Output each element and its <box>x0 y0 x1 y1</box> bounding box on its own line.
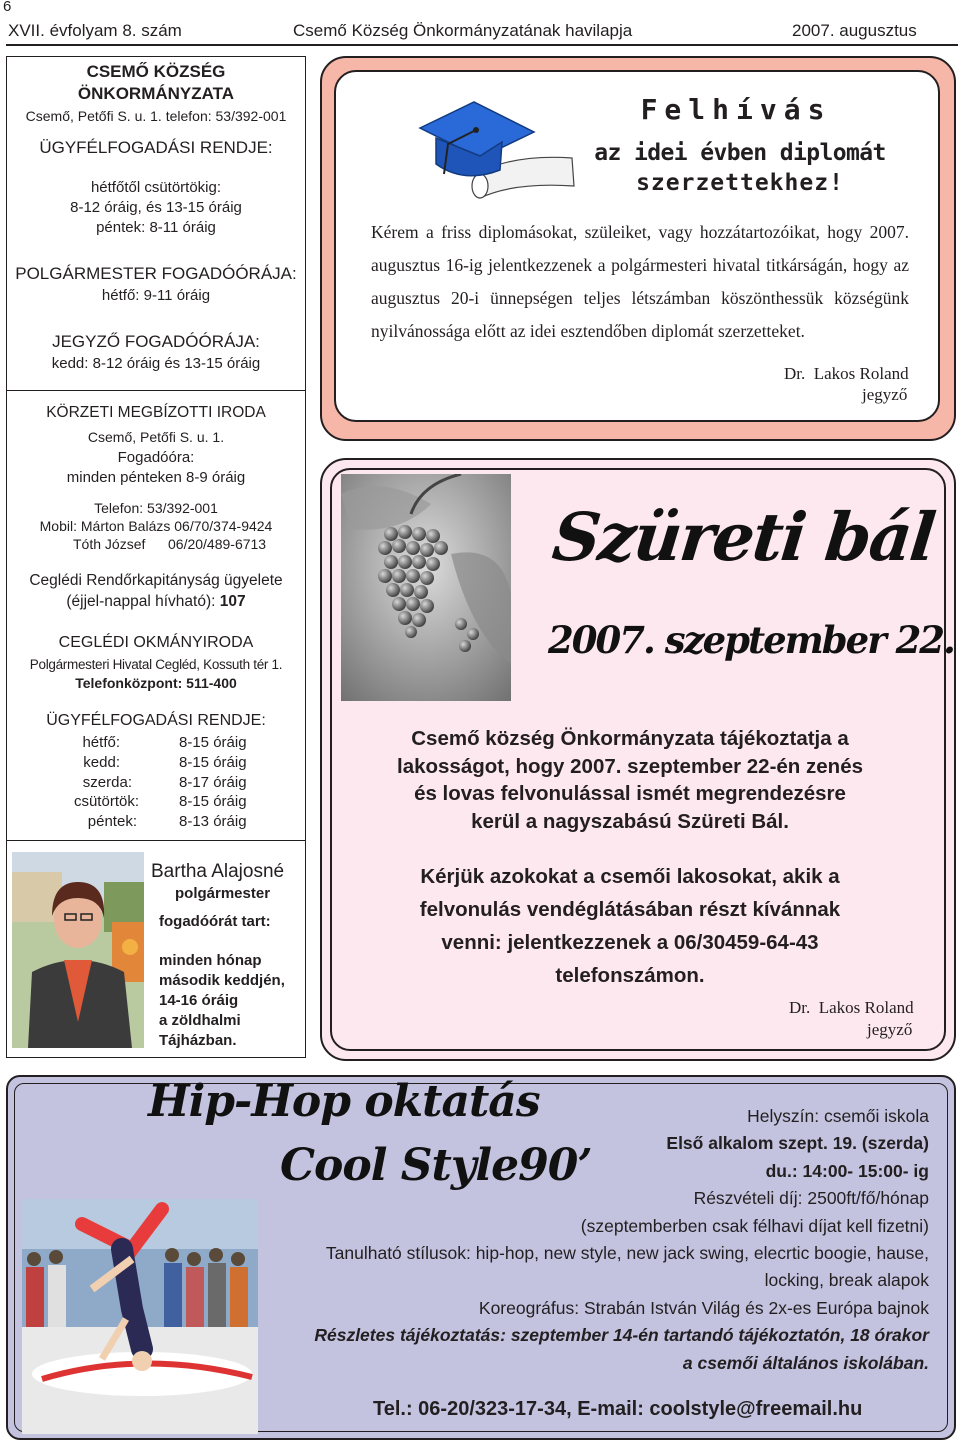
hiphop-title-2: Cool Style90’ <box>280 1140 592 1191</box>
fogado-time: minden pénteken 8-9 óráig <box>66 469 246 486</box>
felhivas-title: Felhívás <box>640 93 832 126</box>
schedule-row <box>6 753 306 773</box>
mayor-name: Bartha Alajosné <box>151 861 285 882</box>
schedule-day: kedd: <box>83 753 120 771</box>
hiphop-first-session: Első alkalom szept. 19. (szerda) <box>666 1133 929 1154</box>
hiphop-fee-note: (szeptemberben csak félhavi díjat kell fizetni) <box>580 1215 929 1236</box>
hiphop-contact: Tel.: 06-20/323-17-34, E-mail: coolstyle@freemail.hu <box>373 1398 863 1420</box>
graduation-cap-icon <box>384 94 578 200</box>
schedule-time: 8-15 óráig <box>179 734 247 751</box>
mayor-line-1: minden hónap <box>159 952 262 969</box>
schedule-time: 8-17 óráig <box>179 773 247 791</box>
mayor-line-3: 14-16 óráig <box>159 992 239 1009</box>
rendor-number: 107 <box>219 593 246 610</box>
felhivas-subtitle-1: az idei évben diplomát <box>594 140 886 166</box>
szureti-request-1: Kérjük azokokat a csemői lakosokat, akik a <box>420 865 840 888</box>
felhivas-subtitle-2: szerzettekhez! <box>636 170 844 196</box>
hiphop-fee: Részvételi díj: 2500ft/fő/hónap <box>693 1188 929 1209</box>
office-title-1: CSEMŐ KÖZSÉG <box>86 62 226 81</box>
szureti-request-3: venni: jelentkezzenek a 06/30459-64-43 <box>441 931 819 954</box>
schedule-row <box>6 812 306 832</box>
jegyzo-time: kedd: 8-12 óráig és 13-15 óráig <box>51 355 261 372</box>
ugyf-line-1: hétfőtől csütörtökig: <box>90 179 222 196</box>
hiphop-choreographer: Koreográfus: Strabán István Világ és 2x-es Európa bajnok <box>478 1297 929 1318</box>
polg-heading: POLGÁRMESTER FOGADÓÓRÁJA: <box>15 264 297 283</box>
schedule-row <box>6 773 306 793</box>
issue-label: XVII. évfolyam 8. szám <box>8 21 182 40</box>
mayor-line-4: a zöldhalmi <box>159 1012 241 1029</box>
szureti-request-4: telefonszámon. <box>555 964 705 987</box>
szureti-signature-title: jegyző <box>867 1020 913 1039</box>
szureti-info-3: és lovas felvonulással ismét megrendezésre <box>414 782 846 805</box>
szureti-title: Szüreti bál <box>548 498 938 576</box>
paper-title: Csemő Község Önkormányzatának havilapja <box>293 21 633 40</box>
schedule-row <box>6 733 306 753</box>
grapes-photo <box>341 474 511 701</box>
schedule-time: 8-15 óráig <box>179 793 247 811</box>
schedule-list <box>6 733 306 832</box>
toth-name: Tóth József <box>73 536 146 552</box>
toth-phone: 06/20/489-6713 <box>168 536 267 552</box>
schedule-time: 8-13 óráig <box>179 813 247 831</box>
szureti-info-1: Csemő község Önkormányzata tájékoztatja a <box>411 727 849 750</box>
ugyf-line-2: 8-12 óráig, és 13-15 óráig <box>70 199 242 216</box>
mayor-line-5: Tájházban. <box>159 1032 237 1049</box>
breakdance-photo <box>22 1199 258 1434</box>
felhivas-signature-title: jegyző <box>862 385 908 404</box>
hiphop-title: Hip-Hop oktatás <box>148 1076 540 1127</box>
jegyzo-heading: JEGYZŐ FOGADÓÓRÁJA: <box>52 332 260 351</box>
korzeti-address: Csemő, Petőfi S. u. 1. <box>87 429 225 445</box>
szureti-info-4: kerül a nagyszabású Szüreti Bál. <box>471 809 789 833</box>
hiphop-styles-2: locking, break alapok <box>764 1270 929 1291</box>
schedule-time: 8-15 óráig <box>179 753 247 771</box>
mayor-line-2: második keddjén, <box>159 972 285 989</box>
okm-heading: CEGLÉDI OKMÁNYIRODA <box>58 634 254 651</box>
fogado-label: Fogadóóra: <box>117 449 195 466</box>
okm-ugyf-heading: ÜGYFÉLFOGADÁSI RENDJE: <box>46 712 266 729</box>
mobil: Mobil: Márton Balázs 06/70/374-9424 <box>39 518 273 534</box>
header-rule <box>6 44 958 46</box>
szureti-info-2: lakosságot, hogy 2007. szeptember 22-én zenés <box>397 754 863 778</box>
ugyf-heading: ÜGYFÉLFOGADÁSI RENDJE: <box>39 138 273 157</box>
rendor-line-2 <box>6 592 306 612</box>
szureti-date: 2007. szeptember 22. <box>548 618 954 662</box>
okm-address: Polgármesteri Hivatal Cegléd, Kossuth tér 1. <box>29 657 283 672</box>
schedule-row <box>6 792 306 812</box>
telefon: Telefon: 53/392-001 <box>94 500 218 516</box>
hiphop-info-session: Részletes tájékoztatás: szeptember 14-én tartandó tájékoztatón, 18 órakor <box>314 1325 929 1346</box>
office-title-2: ÖNKORMÁNYZATA <box>77 84 235 103</box>
mayor-photo <box>12 852 144 1048</box>
hiphop-location: Helyszín: csemői iskola <box>747 1106 929 1126</box>
mayor-title: polgármester <box>175 885 271 902</box>
schedule-day: szerda: <box>82 773 132 791</box>
szureti-signature: Dr. Lakos Roland <box>789 998 914 1017</box>
rendor-line-1: Ceglédi Rendőrkapitányság ügyelete <box>29 572 283 589</box>
felhivas-signature: Dr. Lakos Roland <box>784 364 909 383</box>
hiphop-styles: Tanulható stílusok: hip-hop, new style, new jack swing, elecrtic boogie, hause, <box>325 1243 929 1263</box>
szureti-request-2: felvonulás vendéglátásában részt kívánnak <box>419 898 841 921</box>
schedule-day: hétfő: <box>82 734 120 751</box>
hiphop-time: du.: 14:00- 15:00- ig <box>765 1160 929 1181</box>
hiphop-info-location: a csemői általános iskolában. <box>682 1352 929 1373</box>
polg-time: hétfő: 9-11 óráig <box>101 287 211 304</box>
schedule-day: csütörtök: <box>73 793 139 811</box>
page-number: 6 <box>3 0 12 15</box>
issue-date: 2007. augusztus <box>792 21 917 40</box>
ugyf-line-3: péntek: 8-11 óráig <box>96 219 216 236</box>
okm-phone: Telefonközpont: 511-400 <box>75 675 237 691</box>
felhivas-body: Kérem a friss diplomásokat, szüleiket, vagy hozzátartozóikat, hogy 2007. augusztus 16-ig jelentkezzenek a polgármesteri hivatal titkárságán, hogy az augusztus 20-i ünnepségen teljes létszámban köszönthessük községünk nyilvánossága előtt az idei esztendőben diplomát szerzetteket. <box>371 222 909 341</box>
rendor-text: (éjjel-nappal hívható): <box>66 593 220 610</box>
korzeti-heading: KÖRZETI MEGBÍZOTTI IRODA <box>46 404 266 421</box>
schedule-day: péntek: <box>87 813 137 831</box>
mayor-fogado: fogadóórát tart: <box>159 913 271 930</box>
office-address: Csemő, Petőfi S. u. 1. telefon: 53/392-001 <box>25 108 287 124</box>
